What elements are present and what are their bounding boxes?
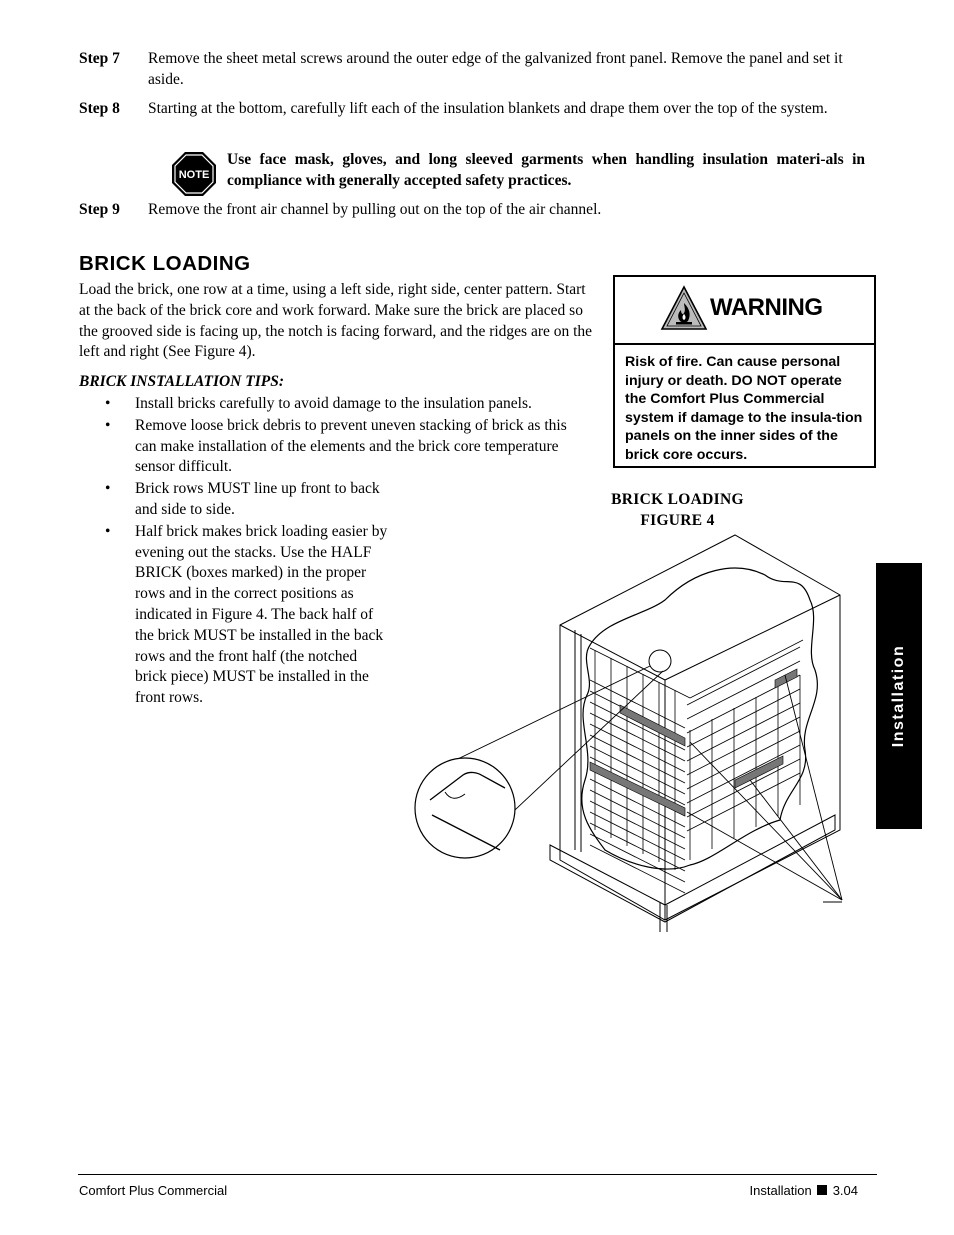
warning-box [613, 275, 876, 468]
brick-loading-figure [405, 530, 855, 940]
step-text: Remove the sheet metal screws around the outer edge of the galvanized front panel. Remove the panel and set it aside. [148, 50, 843, 88]
side-tab-label: Installation [890, 644, 907, 748]
step-label: Step 7 [79, 50, 120, 67]
side-section-tab [876, 563, 922, 829]
step-text: Starting at the bottom, carefully lift each of the insulation blankets and drape them over the top of the system. [148, 100, 828, 117]
section-intro: Load the brick, one row at a time, using a left side, right side, center pattern. Start at the back of the brick core and work forward. Make sure the brick are placed so the grooved side is facing up, the notch is facing forward, and the ridges are on the left and right (See Figure 4). [79, 281, 593, 361]
bullet-icon: • [105, 480, 111, 498]
footer-section: Installation [749, 1183, 812, 1198]
bullet-icon: • [105, 522, 111, 540]
tip-text: Brick rows MUST line up front to back and side to side. [135, 480, 380, 518]
figure-caption [590, 490, 765, 532]
list-item [105, 522, 391, 709]
bullet-icon: • [105, 395, 111, 412]
note-callout [170, 150, 865, 191]
list-item [105, 416, 591, 478]
warning-heading: WARNING [710, 294, 823, 321]
tip-text: Half brick makes brick loading easier by evening out the stacks. Use the HALF BRICK (boxes marked) in the proper rows and in the correct positions as indicated in Figure 4. The back half of the brick MUST be installed in the back rows and the front half (the notched brick piece) MUST be installed in the front rows. [135, 522, 388, 707]
step-label: Step 8 [79, 100, 120, 117]
footer-title: Comfort Plus Commercial [79, 1183, 228, 1198]
section-title: BRICK LOADING [79, 252, 251, 275]
list-item [105, 394, 591, 415]
tip-text: Remove loose brick debris to prevent uneven stacking of brick as this can make installation of the elements and the brick core temperature sensor difficult. [135, 416, 567, 476]
warning-header [615, 277, 874, 345]
square-bullet-icon [817, 1185, 827, 1195]
step-text: Remove the front air channel by pulling out on the top of the air channel. [148, 201, 602, 218]
fire-hazard-icon [660, 285, 708, 331]
warning-text: Risk of fire. Can cause personal injury or death. DO NOT operate the Comfort Plus Commercial system if damage to the insula-tion panels on the inner sides of the brick core occurs. [625, 354, 863, 463]
step-9 [79, 200, 869, 221]
magnified-detail-circle [415, 758, 515, 858]
step-8 [79, 99, 869, 120]
figure-caption-number: FIGURE 4 [640, 511, 715, 529]
list-item [105, 479, 391, 521]
step-label: Step 9 [79, 201, 120, 218]
footer-page-info [750, 1183, 858, 1198]
bullet-icon: • [105, 416, 111, 434]
note-octagon-icon [170, 150, 218, 198]
footer-rule [78, 1174, 877, 1175]
tip-text: Install bricks carefully to avoid damage to the insulation panels. [135, 395, 532, 412]
page-number: 3.04 [832, 1183, 858, 1198]
figure-caption-title: BRICK LOADING [611, 491, 744, 508]
tips-heading: BRICK INSTALLATION TIPS: [79, 373, 284, 390]
note-text: Use face mask, gloves, and long sleeved garments when handling insulation materi-als in compliance with generally accepted safety practices. [227, 151, 865, 189]
step-7 [79, 49, 869, 90]
note-icon-label: NOTE [178, 169, 210, 181]
